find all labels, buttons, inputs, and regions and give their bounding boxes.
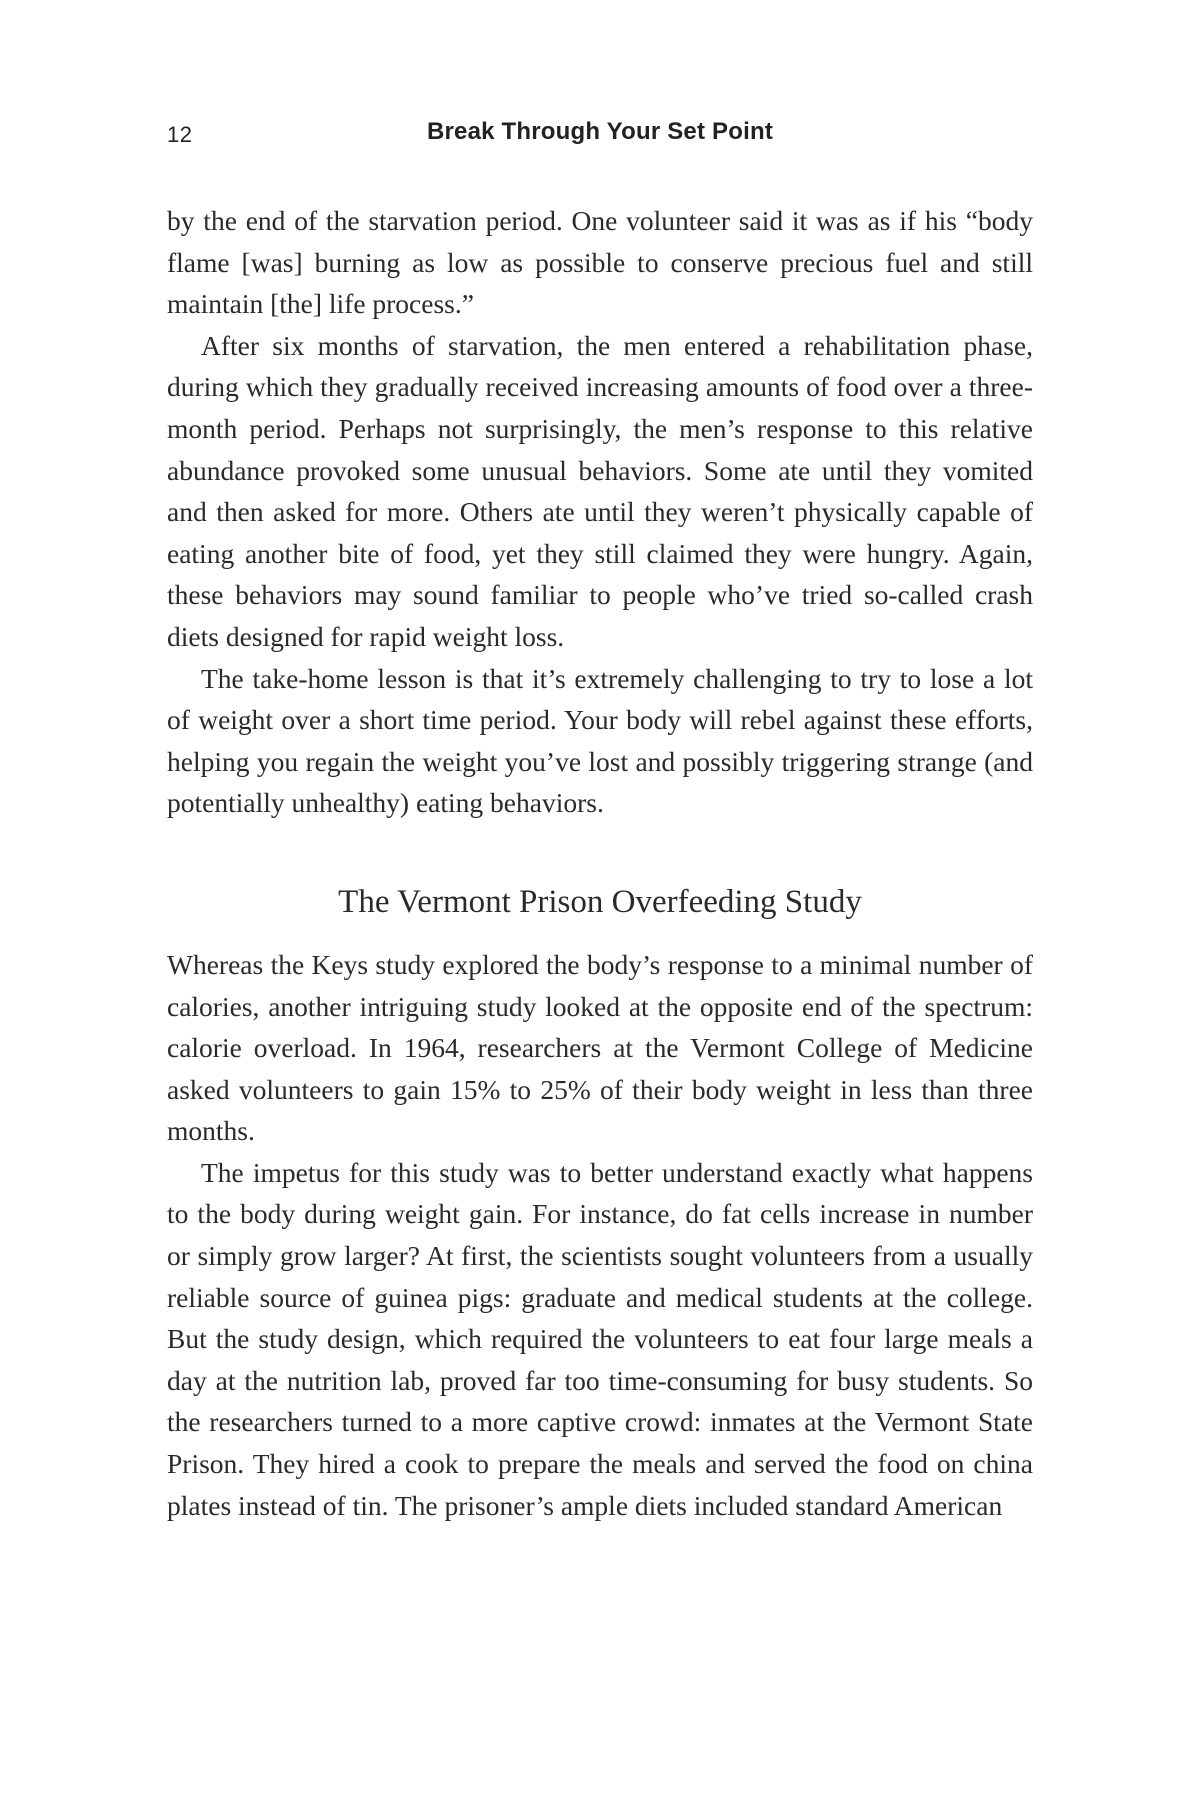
paragraph: The impetus for this study was to better understand exactly what happens to the body during weight gain. For instance, do fat cells increase in number or simply grow larger? At first, the scientists sought volunteers from a usually reliable source of guinea pigs: graduate and medical students at the college. But the study design, which required the volunteers to eat four large meals a day at the nutrition lab, proved far too time-consuming for busy students. So the researchers turned to a more captive crowd: inmates at the Vermont State Prison. They hired a cook to prepare the meals and served the food on china plates instead of tin. The prisoner’s ample diets included standard American [167,1156,1033,1521]
section-heading: The Vermont Prison Overfeeding Study [338,883,862,920]
paragraph: Whereas the Keys study explored the body’s response to a minimal number of calories, another intriguing study looked at the opposite end of the spectrum: calorie overload. In 1964, researchers at the Vermont College of Medicine asked volunteers to gain 15% to 25% of their body weight in less than three months. [167,948,1033,1147]
paragraph-continued: by the end of the starvation period. One volunteer said it was as if his “body flame [was] burning as low as possible to conserve precious fuel and still maintain [the] life process.” [167,205,1033,320]
paragraph: The take-home lesson is that it’s extremely challenging to try to lose a lot of weight over a short time period. Your body will rebel against these efforts, helping you regain the weight you’ve lost and possibly triggering strange (and potentially unhealthy) eating behaviors. [167,662,1033,819]
body-text [167,200,1033,1526]
paragraph: After six months of starvation, the men entered a rehabilitation phase, during which they gradually received increasing amounts of food over a three-month period. Perhaps not surprisingly, the men’s response to this relative abundance provoked some unusual behaviors. Some ate until they vomited and then asked for more. Others ate until they weren’t physically capable of eating another bite of food, yet they still claimed they were hungry. Again, these behaviors may sound familiar to people who’ve tried so-called crash diets designed for rapid weight loss. [167,329,1033,652]
running-title: Break Through Your Set Point [426,118,774,145]
running-head [167,118,1033,152]
page-number: 12 [167,122,193,147]
